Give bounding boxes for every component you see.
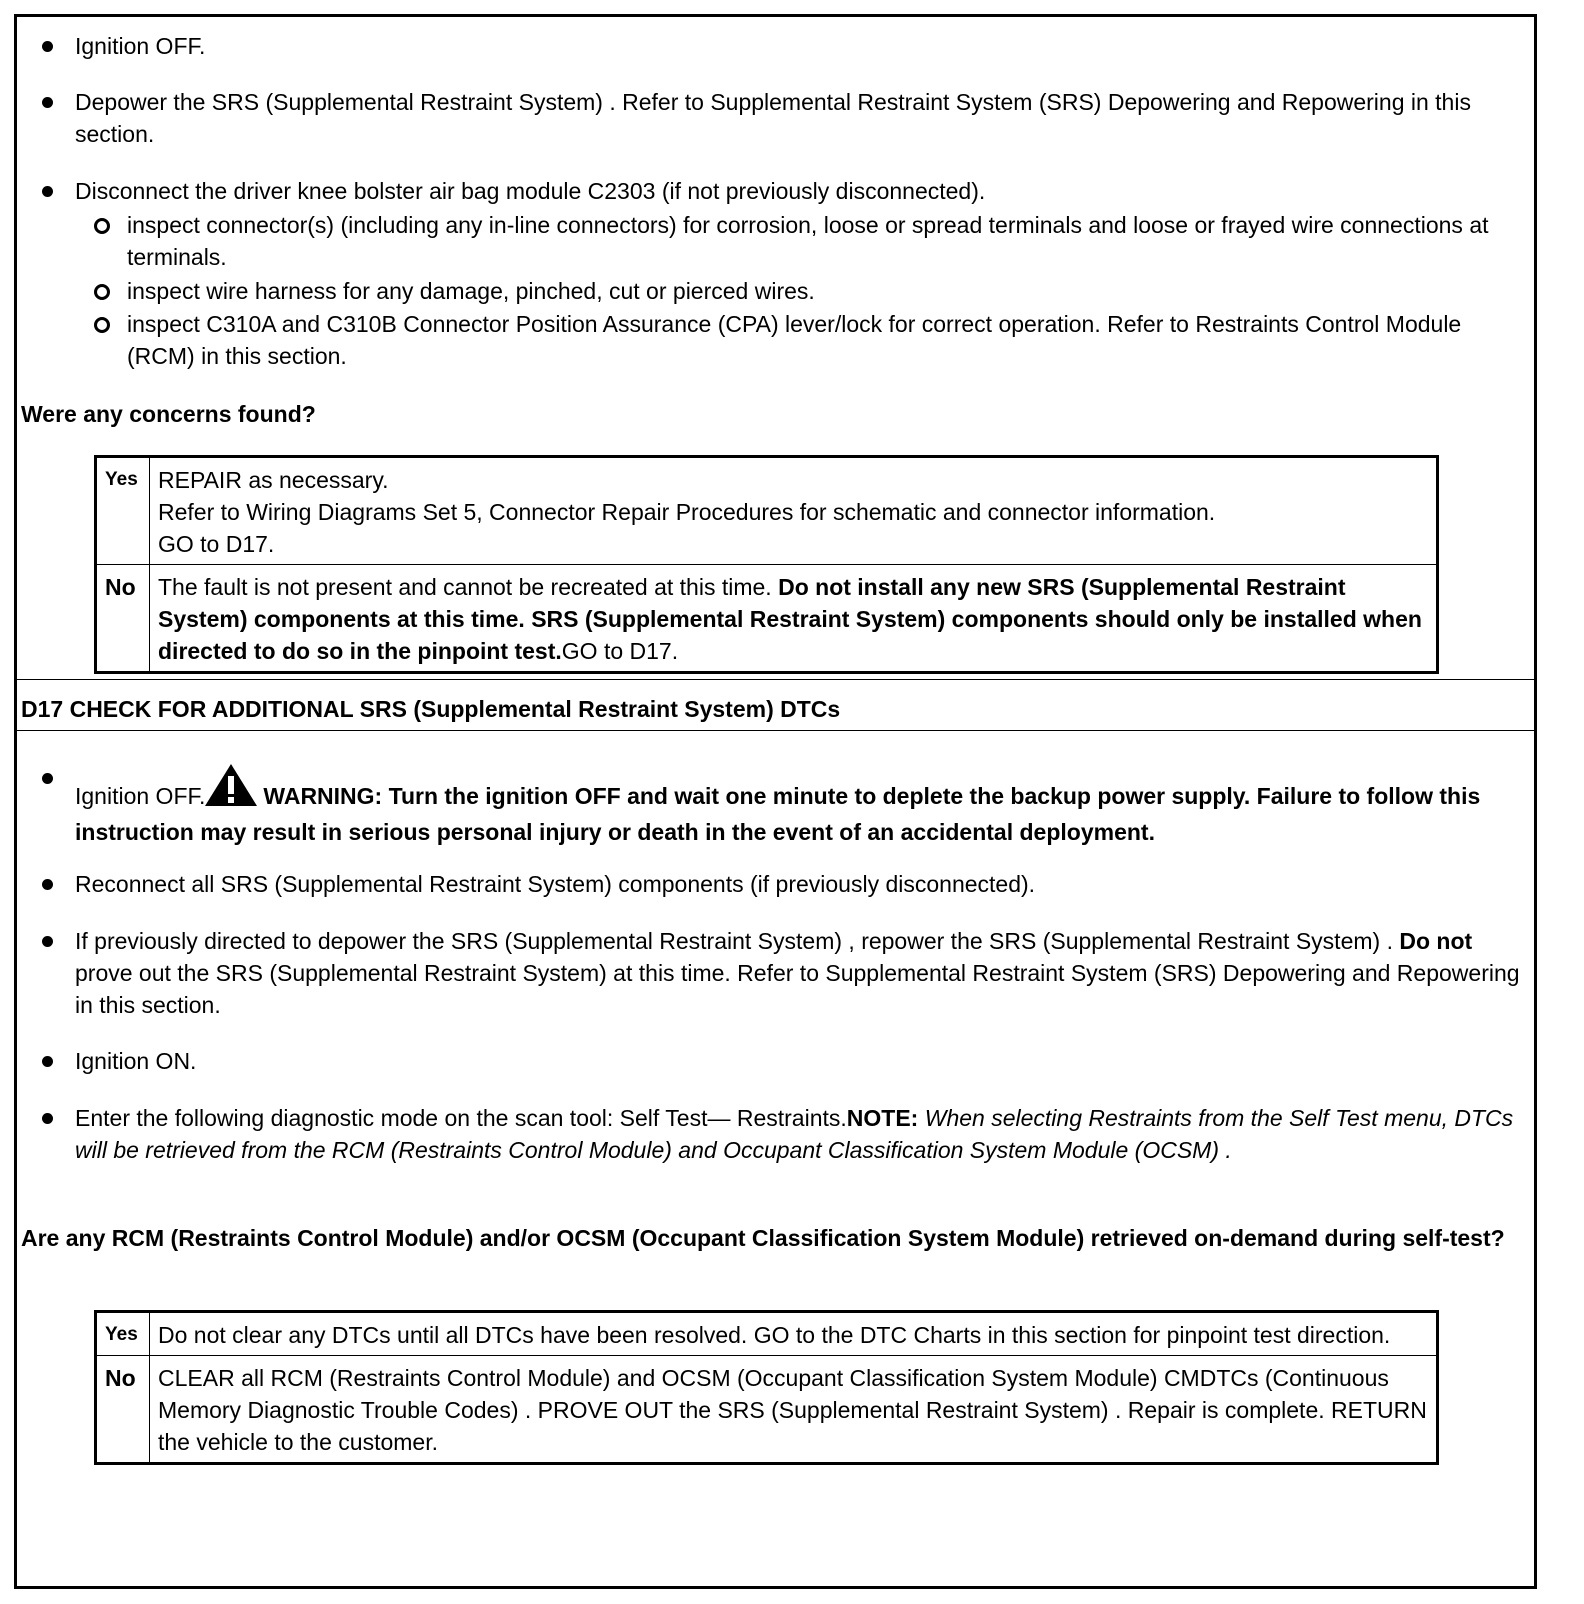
bullet-icon <box>42 1113 53 1124</box>
step-text: Reconnect all SRS (Supplemental Restraint System) components (if previously disconnected). <box>75 871 1036 897</box>
yes-label: Yes <box>96 1312 150 1356</box>
decision-table <box>94 455 1439 674</box>
no-caution: Do not install any new SRS (Supplemental Restraint System) components at this time. SRS (Supplemental Restraint System) components should only be installed when directed to do so in the pinpoint test. <box>158 574 1422 664</box>
sub-step-text: inspect connector(s) (including any in-line connectors) for corrosion, loose or spread terminals and loose or frayed wire connections at terminals. <box>127 212 1489 270</box>
bullet-icon <box>42 879 53 890</box>
warning-triangle-icon <box>203 762 259 816</box>
sub-step <box>127 209 1522 273</box>
bullet-icon <box>42 41 53 52</box>
no-label: No <box>96 1356 150 1464</box>
yes-action: Do not clear any DTCs until all DTCs have been resolved. GO to the DTC Charts in this section for pinpoint test direction. <box>150 1312 1438 1356</box>
sub-step-text: inspect wire harness for any damage, pinched, cut or pierced wires. <box>127 278 815 304</box>
yes-row <box>96 1312 1438 1356</box>
decision-table <box>94 1310 1439 1465</box>
step-text: Ignition OFF. <box>75 783 206 809</box>
no-label: No <box>96 565 150 673</box>
step-bullet <box>75 86 1522 150</box>
no-action: CLEAR all RCM (Restraints Control Module) and OCSM (Occupant Classification System Module) CMDTCs (Continuous Memory Diagnostic Trouble Codes) . PROVE OUT the SRS (Supplemental Restraint System) . Repair is complete. RETURN the vehicle to the customer. <box>150 1356 1438 1464</box>
warning-text: WARNING: Turn the ignition OFF and wait one minute to deplete the backup power supply. Failure to follow this instruction may result in serious personal injury or death in the event of an accidental deployment. <box>75 783 1481 845</box>
yes-row <box>96 457 1438 565</box>
step-bullet <box>75 30 1522 62</box>
no-goto: GO to D17. <box>561 638 679 664</box>
step-bullet <box>75 1045 1522 1077</box>
step-text: prove out the SRS (Supplemental Restraint System) at this time. Refer to Supplemental Restraint System (SRS) Depowering and Repowering in this section. <box>75 960 1520 1018</box>
no-row <box>96 1356 1438 1464</box>
sub-step <box>127 308 1522 372</box>
step-bullet <box>75 175 1522 207</box>
yes-line: Refer to Wiring Diagrams Set 5, Connector Repair Procedures for schematic and connector information. <box>158 499 1216 525</box>
note-text: When selecting Restraints from the Self Test menu, DTCs will be retrieved from the RCM (Restraints Control Module) and Occupant Classification System Module (OCSM) . <box>75 1105 1514 1163</box>
bullet-icon <box>42 936 53 947</box>
yes-line: GO to D17. <box>158 531 275 557</box>
question: Were any concerns found? <box>21 401 316 427</box>
sub-step-text: inspect C310A and C310B Connector Position Assurance (CPA) lever/lock for correct operation. Refer to Restraints Control Module (RCM) in this section. <box>127 311 1462 369</box>
sub-bullet-icon <box>94 218 110 234</box>
step-heading: D17 CHECK FOR ADDITIONAL SRS (Supplemental Restraint System) DTCs <box>21 696 841 722</box>
section-divider <box>17 730 1534 731</box>
step-text: Ignition OFF. <box>75 33 206 59</box>
yes-action <box>150 457 1438 565</box>
step-text: If previously directed to depower the SRS (Supplemental Restraint System) , repower the SRS (Supplemental Restraint System) . <box>75 928 1400 954</box>
document-frame <box>14 14 1537 1589</box>
no-text: The fault is not present and cannot be recreated at this time. <box>158 574 779 600</box>
bullet-icon <box>42 186 53 197</box>
step-text: Ignition ON. <box>75 1048 197 1074</box>
question: Are any RCM (Restraints Control Module) and/or OCSM (Occupant Classification System Module) retrieved on-demand during self-test? <box>21 1225 1505 1251</box>
bullet-icon <box>42 1056 53 1067</box>
step-bullet <box>75 762 1522 848</box>
bullet-icon <box>42 97 53 108</box>
step-bullet <box>75 1102 1522 1166</box>
step-text: Enter the following diagnostic mode on the scan tool: Self Test— Restraints. <box>75 1105 847 1131</box>
step-text: Depower the SRS (Supplemental Restraint System) . Refer to Supplemental Restraint System (SRS) Depowering and Repowering in this section. <box>75 89 1471 147</box>
no-action <box>150 565 1438 673</box>
step-bullet <box>75 868 1522 900</box>
sub-bullet-icon <box>94 317 110 333</box>
sub-step <box>127 275 1522 307</box>
step-bullet <box>75 925 1522 1021</box>
step-text: Disconnect the driver knee bolster air bag module C2303 (if not previously disconnected). <box>75 178 986 204</box>
no-row <box>96 565 1438 673</box>
emphasis-text: Do not <box>1399 928 1473 954</box>
yes-line: REPAIR as necessary. <box>158 467 389 493</box>
sub-bullet-icon <box>94 284 110 300</box>
section-divider <box>17 679 1534 680</box>
yes-label: Yes <box>96 457 150 565</box>
bullet-icon <box>42 773 53 784</box>
note-label: NOTE: <box>846 1105 919 1131</box>
